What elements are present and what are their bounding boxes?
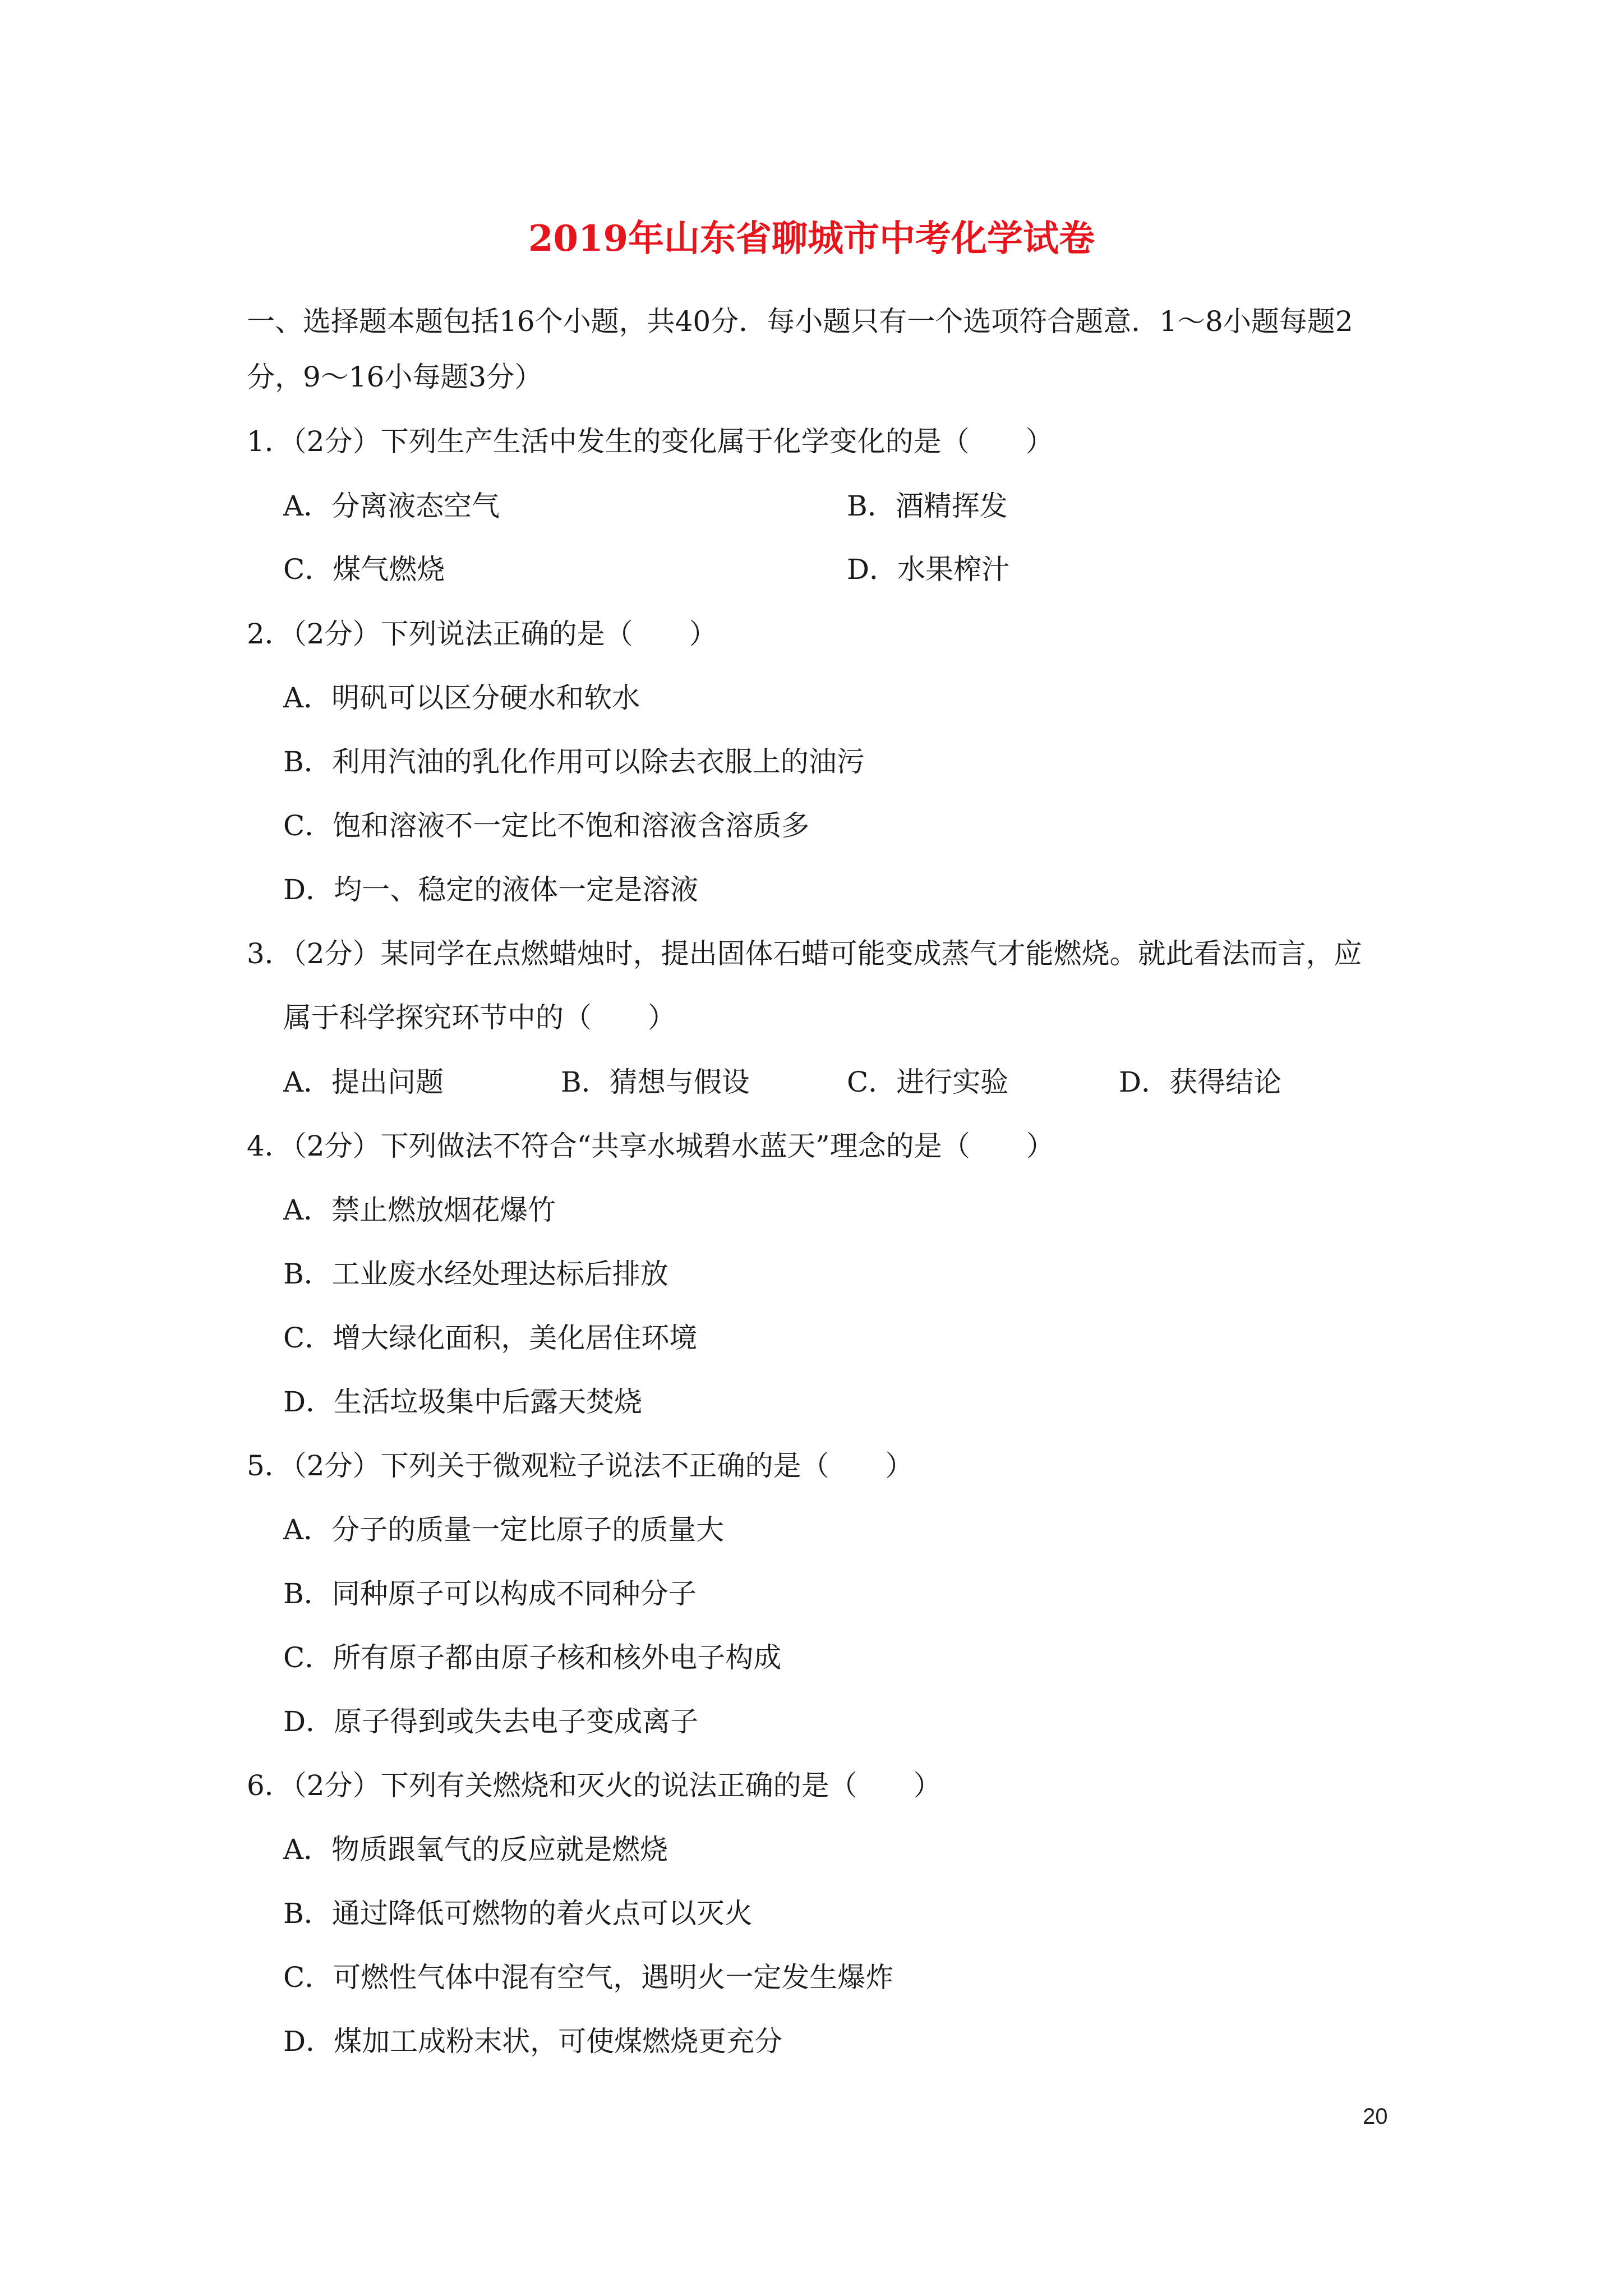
question-1-option-b: B．酒精挥发: [847, 490, 1008, 522]
section-instructions-line-1: 一、选择题本题包括16个小题，共40分．每小题只有一个选项符合题意．1～8小题每题2: [247, 305, 1353, 338]
question-4-option-a: A．禁止燃放烟花爆竹: [283, 1194, 556, 1226]
question-5-option-d: D．原子得到或失去电子变成离子: [283, 1705, 699, 1738]
page-number: 20: [1363, 2104, 1388, 2129]
question-6-option-b: B．通过降低可燃物的着火点可以灭火: [283, 1897, 753, 1930]
question-3-option-b: B．猜想与假设: [561, 1066, 750, 1098]
question-3-option-a: A．提出问题: [283, 1066, 444, 1098]
question-2-option-a: A．明矾可以区分硬水和软水: [283, 682, 640, 714]
page-title: 2019年山东省聊城市中考化学试卷: [528, 218, 1095, 260]
question-2-stem: 2．（2分）下列说法正确的是（ ）: [247, 618, 717, 650]
question-6-option-c: C．可燃性气体中混有空气，遇明火一定发生爆炸: [283, 1961, 894, 1994]
question-4-option-c: C．增大绿化面积，美化居住环境: [283, 1322, 698, 1354]
question-6-option-a: A．物质跟氧气的反应就是燃烧: [283, 1833, 668, 1866]
question-6-option-d: D．煤加工成粉末状，可使煤燃烧更充分: [283, 2025, 783, 2058]
question-5-option-c: C．所有原子都由原子核和核外电子构成: [283, 1641, 782, 1674]
question-3-stem-continued: 属于科学探究环节中的（ ）: [283, 1001, 676, 1034]
question-1-option-d: D．水果榨汁: [847, 553, 1010, 586]
question-6-stem: 6．（2分）下列有关燃烧和灭火的说法正确的是（ ）: [247, 1769, 942, 1802]
question-2-option-b: B．利用汽油的乳化作用可以除去衣服上的油污: [283, 746, 865, 778]
question-2-option-d: D．均一、稳定的液体一定是溶液: [283, 873, 699, 906]
question-1-option-a: A．分离液态空气: [283, 490, 500, 522]
question-4-stem: 4．（2分）下列做法不符合“共享水城碧水蓝天”理念的是（ ）: [247, 1130, 1054, 1162]
question-5-stem: 5．（2分）下列关于微观粒子说法不正确的是（ ）: [247, 1450, 914, 1482]
question-5-option-a: A．分子的质量一定比原子的质量大: [283, 1513, 725, 1546]
question-3-option-c: C．进行实验: [847, 1066, 1009, 1098]
question-4-option-d: D．生活垃圾集中后露天焚烧: [283, 1386, 643, 1418]
question-3-option-d: D．获得结论: [1119, 1066, 1282, 1098]
question-3-stem: 3．（2分）某同学在点燃蜡烛时，提出固体石蜡可能变成蒸气才能燃烧。就此看法而言，应: [247, 937, 1362, 970]
question-5-option-b: B．同种原子可以构成不同种分子: [283, 1577, 697, 1610]
section-instructions-line-2: 分，9～16小每题3分）: [247, 361, 543, 393]
question-1-option-c: C．煤气燃烧: [283, 553, 445, 586]
question-2-option-c: C．饱和溶液不一定比不饱和溶液含溶质多: [283, 809, 810, 842]
question-4-option-b: B．工业废水经处理达标后排放: [283, 1258, 668, 1290]
question-1-stem: 1．（2分）下列生产生活中发生的变化属于化学变化的是（ ）: [247, 425, 1054, 458]
